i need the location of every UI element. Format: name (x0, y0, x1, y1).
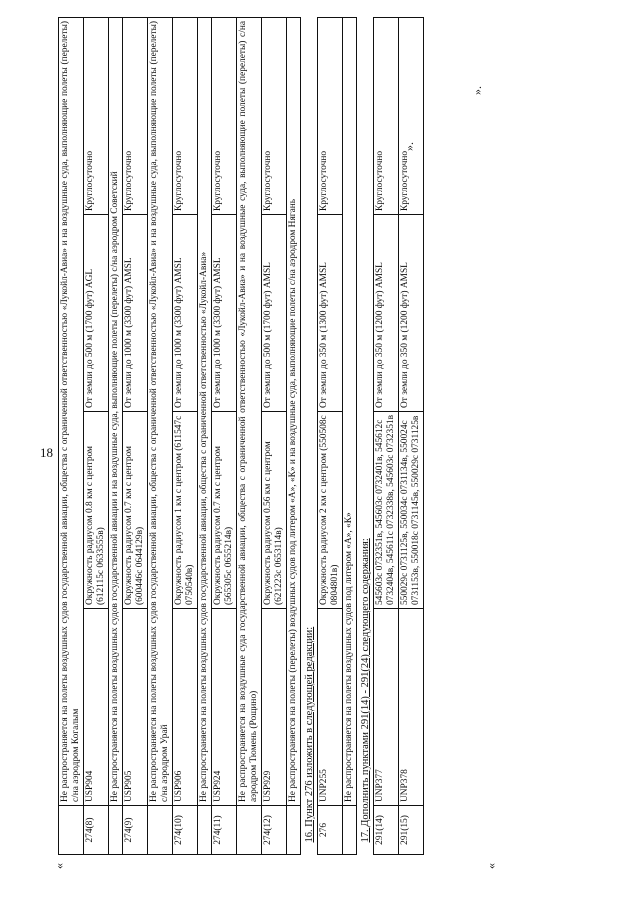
page-number: 18 (40, 445, 53, 460)
altitude-limits: От земли до 500 м (1700 фут) AGL (84, 215, 109, 412)
note-row (343, 18, 357, 855)
section-heading-text: 16. Пункт 276 изложить в следующей редакции: (304, 626, 315, 843)
document-body (58, 17, 424, 855)
zone-row (84, 18, 109, 855)
note-spacer (59, 806, 84, 855)
altitude-limits: От земли до 1000 м (3300 фут) AMSL (173, 215, 198, 412)
note-spacer (109, 806, 123, 855)
operating-time: Круглосуточно (318, 18, 343, 215)
item-number: 291(15) (399, 806, 424, 855)
exception-note: Не распространяется на полеты воздушных судов государственной авиации, общества с ограниченной ответственностью «Лукойл-Авиа» и на воздушные суда, выполняющие полеты (перелеты) с/на аэродром Урай (148, 18, 173, 806)
zone-description: Окружность радиусом 0.8 км с центром (612115с 0633555в) (84, 412, 109, 609)
zone-description: Окружность радиусом 0.7 км с центром (565305с 0655214в) (212, 412, 237, 609)
zone-code: USP924 (212, 609, 237, 806)
section-heading-text: 17. Дополнить пунктами 291(14) - 291(24) следующего содержания: (360, 538, 371, 843)
note-row (148, 18, 173, 855)
item-number: 276 (318, 806, 343, 855)
zone-row (318, 18, 343, 855)
operating-time: Круглосуточно (374, 18, 399, 215)
note-row (287, 18, 301, 855)
note-row (59, 18, 84, 855)
note-spacer (198, 806, 212, 855)
airspace-table (58, 17, 424, 855)
zone-code: USP929 (262, 609, 287, 806)
operating-time: Круглосуточно (173, 18, 198, 215)
opening-quote-1: « (52, 863, 66, 869)
operating-time: Круглосуточно (262, 18, 287, 215)
closing-quote-1: ». (402, 142, 416, 151)
note-spacer (237, 806, 262, 855)
exception-note: Не распространяется на полеты воздушных судов государственной авиации, общества с ограниченной ответственностью «Лукойл-Авиа» (198, 18, 212, 806)
opening-quote-2: « (484, 863, 498, 869)
altitude-limits: От земли до 350 м (1200 фут) AMSL (374, 215, 399, 412)
altitude-limits: От земли до 350 м (1300 фут) AMSL (318, 215, 343, 412)
exception-note: Не распространяется на полеты (перелеты) воздушных судов под литером «А», «К» и на воздушные суда, выполняющие полеты с/на аэродром Нягань (287, 18, 301, 806)
note-spacer (287, 806, 301, 855)
closing-quote-2: ». (470, 86, 484, 95)
zone-description: Окружность радиусом 0.7 км с центром (600446с 0644129в) (123, 412, 148, 609)
note-spacer (343, 806, 357, 855)
zone-code: UNP378 (399, 609, 424, 806)
altitude-limits: От земли до 350 м (1200 фут) AMSL (399, 215, 424, 412)
zone-code: USP906 (173, 609, 198, 806)
zone-row (173, 18, 198, 855)
zone-code: USP904 (84, 609, 109, 806)
operating-time: Круглосуточно (399, 18, 424, 215)
section-heading-row (301, 18, 318, 855)
item-number: 274(10) (173, 806, 198, 855)
item-number: 274(11) (212, 806, 237, 855)
zone-row (212, 18, 237, 855)
zone-description: Окружность радиусом 1 км с центром (611547с 0750540в) (173, 412, 198, 609)
item-number: 274(9) (123, 806, 148, 855)
operating-time: Круглосуточно (212, 18, 237, 215)
zone-description: Окружность радиусом 2 км с центром (550508с 0804801в) (318, 412, 343, 609)
item-number: 274(8) (84, 806, 109, 855)
note-spacer (148, 806, 173, 855)
altitude-limits: От земли до 500 м (1700 фут) AMSL (262, 215, 287, 412)
zone-code: UNP377 (374, 609, 399, 806)
altitude-limits: От земли до 1000 м (3300 фут) AMSL (212, 215, 237, 412)
zone-description: 545603с 0732351в, 545603с 0732401в, 545612с 0732404в, 545611с 0732338в, 545603с 0732351в (374, 412, 399, 609)
section-heading (357, 18, 374, 855)
altitude-limits: От земли до 1000 м (3300 фут) AMSL (123, 215, 148, 412)
zone-row (262, 18, 287, 855)
exception-note: Не распространяется на полеты воздушных судов под литером «А», «К» (343, 18, 357, 806)
note-row (109, 18, 123, 855)
item-number: 291(14) (374, 806, 399, 855)
exception-note: Не распространяется на полеты воздушных судов государственной авиации, общества с ограниченной ответственностью «Лукойл-Авиа» и на воздушные суда, выполняющие полеты (перелеты) с/на аэродром Когалым (59, 18, 84, 806)
zone-row (374, 18, 399, 855)
zone-description: Окружность радиусом 0.56 км с центром (621223с 0653114в) (262, 412, 287, 609)
section-heading (301, 18, 318, 855)
zone-code: USP905 (123, 609, 148, 806)
operating-time: Круглосуточно (123, 18, 148, 215)
operating-time: Круглосуточно (84, 18, 109, 215)
exception-note: Не распространяется на воздушные суда государственной авиации, общества с ограниченной ответственностью «Лукойл-Авиа» и на воздушные суда, выполняющие полеты (перелеты) с/на аэродром Тюмень (Рощино) (237, 18, 262, 806)
zone-code: UNP255 (318, 609, 343, 806)
exception-note: Не распространяется на полеты воздушных судов государственной авиации и на воздушные суда, выполняющие полеты (перелеты) с/на аэродром Советский (109, 18, 123, 806)
note-row (237, 18, 262, 855)
item-number: 274(12) (262, 806, 287, 855)
zone-row (123, 18, 148, 855)
zone-description: 550029с 0731125в, 550034с 0731134в, 550024с 0731153в, 550018с 0731145в, 550029с 0731125в (399, 412, 424, 609)
section-heading-row (357, 18, 374, 855)
note-row (198, 18, 212, 855)
